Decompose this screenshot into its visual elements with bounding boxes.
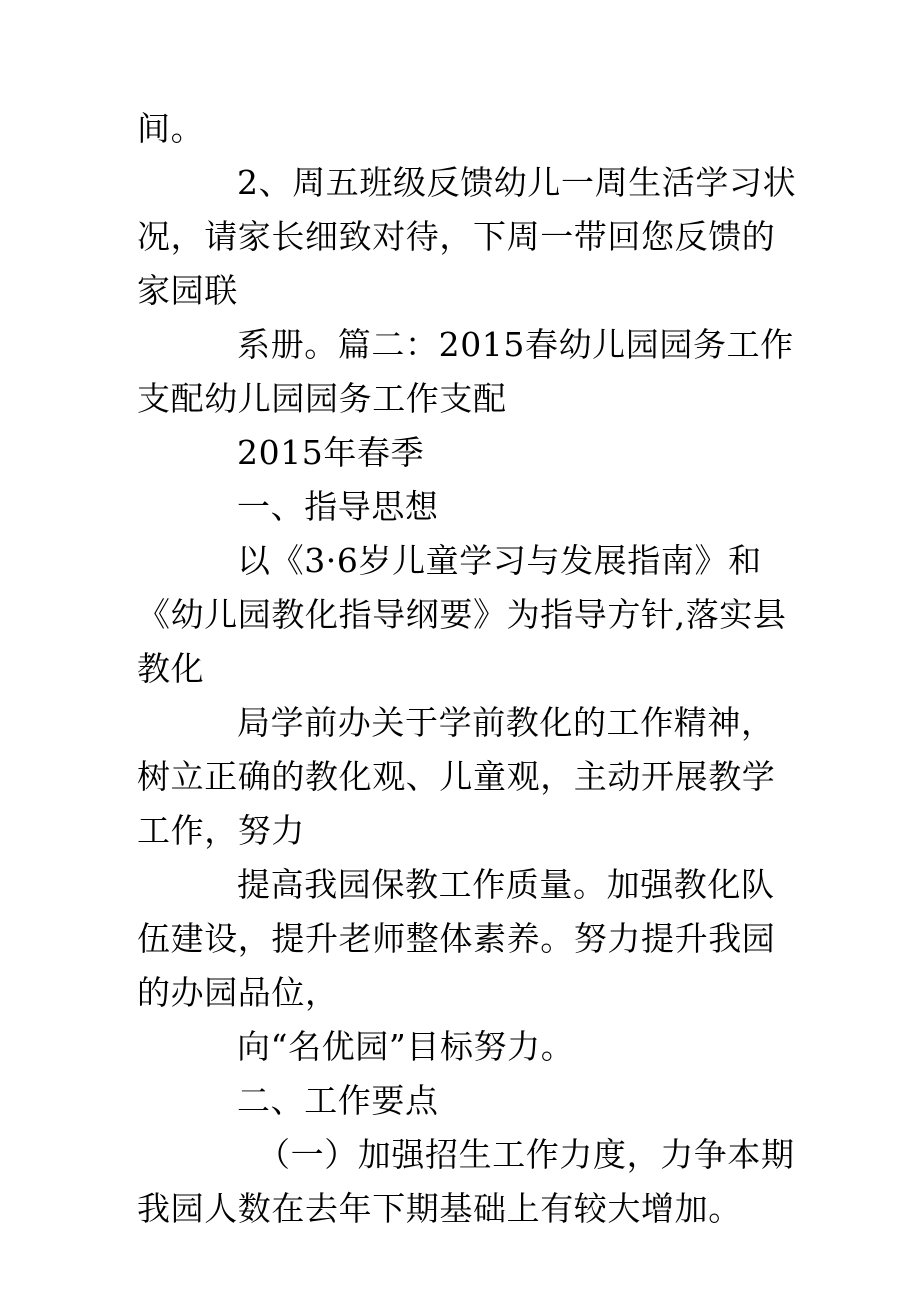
paragraph-enrollment: （一）加强招生工作力度，力争本期我园人数在去年下期基础上有较大增加。 <box>137 1135 795 1228</box>
document-body <box>137 102 797 1236</box>
paragraph-continuation: 间。 <box>137 109 205 148</box>
heading-guiding-ideology: 一、指导思想 <box>237 487 439 526</box>
paragraph-item-2: 2、周五班级反馈幼儿一周生活学习状况，请家长细致对待，下周一带回您反馈的家园联 <box>137 163 797 310</box>
heading-work-points: 二、工作要点 <box>237 1081 439 1120</box>
paragraph-preschool-office: 局学前办关于学前教化的工作精神，树立正确的教化观、儿童观，主动开展教学工作，努力 <box>137 703 776 850</box>
paragraph-section-two-title: 系册。篇二：2015春幼儿园园务工作支配幼儿园园务工作支配 <box>137 325 794 418</box>
paragraph-quality: 提高我园保教工作质量。加强教化队伍建设，提升老师整体素养。努力提升我园的办园品位， <box>137 865 776 1012</box>
paragraph-guidelines: 以《3·6岁儿童学习与发展指南》和《幼儿园教化指导纲要》为指导方针,落实县教化 <box>137 541 787 688</box>
paragraph-goal: 向“名优园”目标努力。 <box>237 1027 575 1066</box>
paragraph-season: 2015年春季 <box>237 433 425 472</box>
